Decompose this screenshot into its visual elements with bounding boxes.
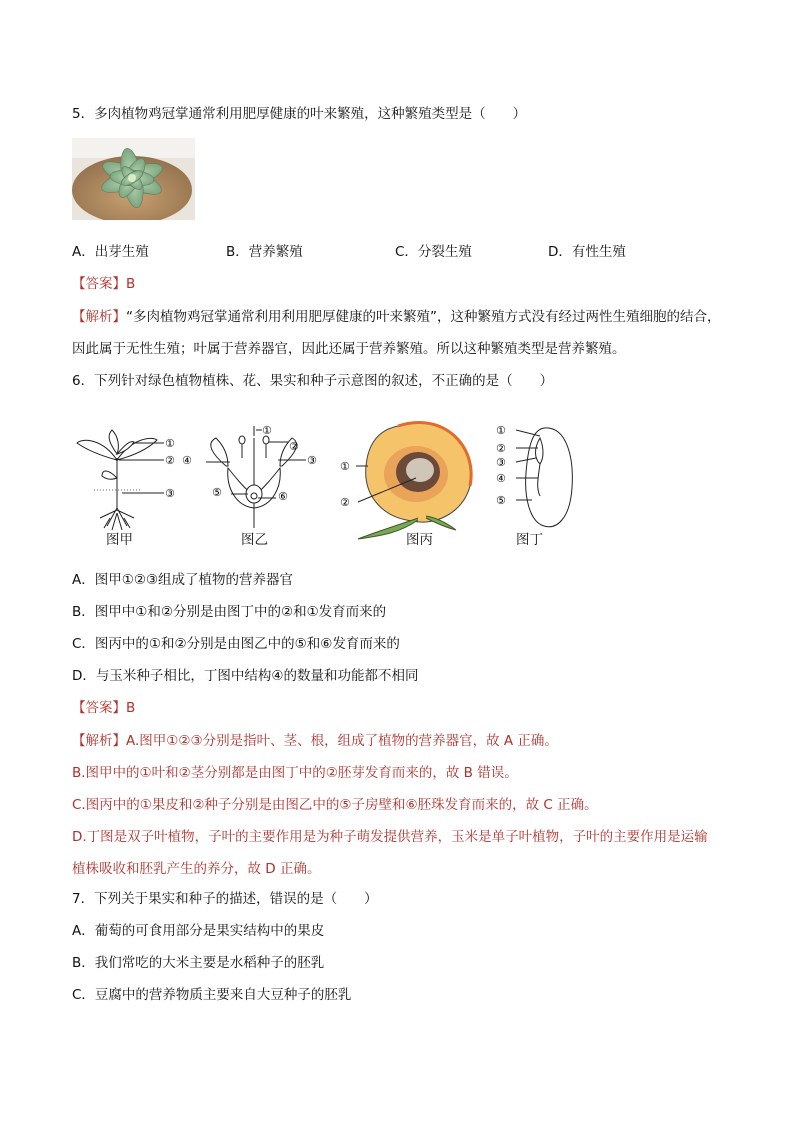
caption-ding: 图丁 [516, 532, 543, 548]
q7-option-b: B．我们常吃的大米主要是水稻种子的胚乳 [72, 955, 325, 971]
q5-option-b: B．营养繁殖 [226, 244, 303, 260]
label-ding-4: ④ [496, 472, 506, 485]
q6-answer [72, 696, 135, 716]
label-bing-1: ① [340, 460, 350, 473]
answer-label: 【答案】 [72, 276, 126, 292]
q6-analysis-c: C.图丙中的①果皮和②种子分别是由图乙中的⑤子房壁和⑥胚珠发育而来的，故 C 正确。 [72, 797, 598, 813]
q6-analysis-b: B.图甲中的①叶和②茎分别都是由图丁中的②胚芽发育而来的，故 B 错误。 [72, 765, 518, 781]
caption-bing: 图丙 [406, 532, 433, 548]
label-ding-1: ① [496, 424, 506, 437]
q6-analysis-a [72, 729, 558, 749]
q5-analysis-line-2: 因此属于无性生殖；叶属于营养器官，因此还属于营养繁殖。所以这种繁殖类型是营养繁殖。 [72, 341, 626, 357]
analysis-label: 【解析】 [72, 733, 126, 749]
q5-stem: 5．多肉植物鸡冠掌通常利用肥厚健康的叶来繁殖，这种繁殖类型是（ ） [72, 106, 527, 122]
q5-option-c: C．分裂生殖 [395, 244, 472, 260]
label-yi-6: ⑥ [278, 490, 288, 503]
answer-label: 【答案】 [72, 700, 126, 716]
caption-yi: 图乙 [241, 532, 268, 548]
label-yi-5: ⑤ [212, 486, 222, 499]
q5-analysis-line-1 [72, 305, 721, 325]
q5-answer [72, 272, 135, 292]
answer-value: B [126, 700, 136, 716]
q6-stem: 6．下列针对绿色植物植株、花、果实和种子示意图的叙述，不正确的是（ ） [72, 373, 554, 389]
plant-diagrams [72, 418, 732, 546]
caption-jia: 图甲 [106, 532, 133, 548]
label-ding-5: ⑤ [496, 494, 506, 507]
q6-option-b: B．图甲中①和②分别是由图丁中的②和①发育而来的 [72, 604, 387, 620]
label-yi-1: ① [262, 424, 272, 437]
q7-option-c: C．豆腐中的营养物质主要来自大豆种子的胚乳 [72, 987, 352, 1003]
label-jia-1: ① [165, 437, 175, 450]
label-yi-3: ③ [307, 454, 317, 467]
q6-option-a: A．图甲①②③组成了植物的营养器官 [72, 572, 294, 588]
label-jia-2: ② [165, 454, 175, 467]
figure-jia-plant [77, 430, 164, 530]
q6-option-d: D．与玉米种子相比，丁图中结构④的数量和功能都不相同 [72, 668, 419, 684]
q6-analysis-d-2: 植株吸收和胚乳产生的养分，故 D 正确。 [72, 861, 321, 877]
figure-ding-seed [516, 428, 572, 527]
label-ding-2: ② [496, 442, 506, 455]
q6-option-c: C．图丙中的①和②分别是由图乙中的⑤和⑥发育而来的 [72, 636, 400, 652]
succulent-photo [72, 138, 195, 220]
label-jia-3: ③ [165, 487, 175, 500]
analysis-text: “多肉植物鸡冠掌通常利用利用肥厚健康的叶来繁殖”，这种繁殖方式没有经过两性生殖细胞的结合， [126, 309, 721, 325]
label-bing-2: ② [340, 496, 350, 509]
figure-bing-peach [356, 422, 471, 539]
label-yi-4: ④ [182, 454, 192, 467]
q6-analysis-d-1: D.丁图是双子叶植物，子叶的主要作用是为种子萌发提供营养，玉米是单子叶植物，子叶的主要作用是运输 [72, 829, 708, 845]
q5-option-a: A．出芽生殖 [72, 244, 149, 260]
answer-value: B [126, 276, 136, 292]
q5-option-d: D．有性生殖 [548, 244, 626, 260]
analysis-label: 【解析】 [72, 309, 126, 325]
analysis-text: A.图甲①②③分别是指叶、茎、根，组成了植物的营养器官，故 A 正确。 [126, 733, 558, 749]
q7-stem: 7．下列关于果实和种子的描述，错误的是（ ） [72, 891, 378, 907]
label-yi-2: ② [289, 440, 299, 453]
q7-option-a: A．葡萄的可食用部分是果实结构中的果皮 [72, 923, 325, 939]
label-ding-3: ③ [496, 456, 506, 469]
